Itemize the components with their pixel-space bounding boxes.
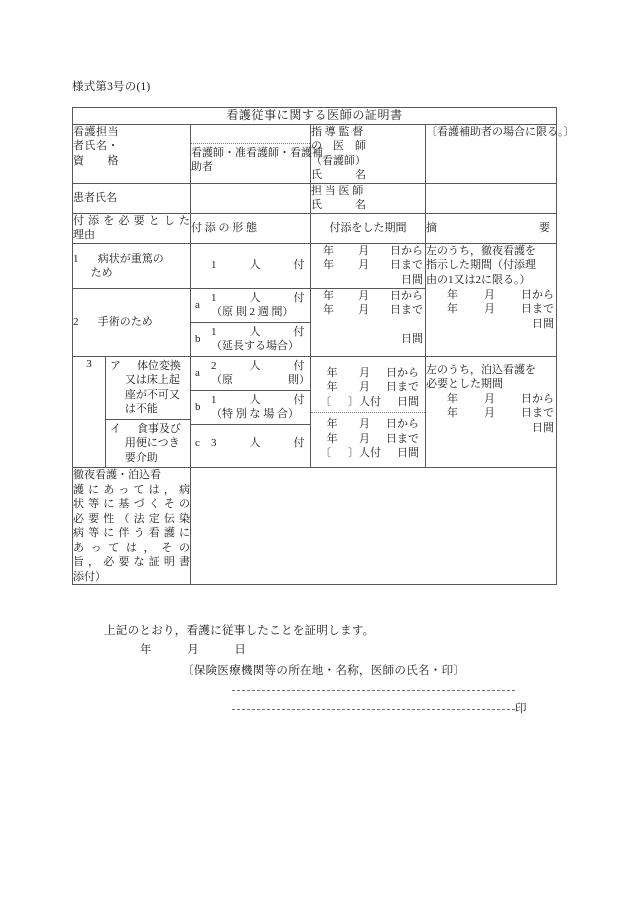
remarks-block-1-cell[interactable]: [426, 243, 557, 356]
attending-doctor-label-line2: 氏 名: [311, 199, 366, 212]
reason-3b-line2: 用便につき: [124, 437, 180, 450]
remarks-1-line2: [426, 302, 556, 317]
reason-3a-line4: は不能: [124, 403, 158, 416]
form-type-2b-line2: （延長する場合）: [211, 340, 299, 353]
form-type-2-item-a[interactable]: [191, 289, 310, 323]
form-type-1-desc: [211, 256, 310, 275]
form-title: 看護従事に関する医師の証明書: [73, 108, 557, 125]
period-1-line1: [311, 244, 425, 259]
form-type-1-line1: 1 人 付: [211, 259, 305, 272]
note-line-5: 病等に伴う看護に: [73, 527, 190, 540]
nurse-name-divider: [191, 143, 310, 144]
period-3b1-line1: [316, 366, 421, 381]
period-2-l2-year: 年: [323, 304, 335, 317]
period-2-cell[interactable]: [311, 288, 426, 356]
note-line-7: 旨，必要な証明書: [73, 556, 190, 569]
certification-date-line[interactable]: 年 月 日: [140, 644, 247, 656]
form-type-2a-desc: [211, 289, 310, 323]
nurse-name-label-line2: 者氏名・: [73, 140, 119, 153]
remarks-2-text-line1: 左のうち，泊込看護を: [426, 363, 536, 376]
nurse-name-label-line3: 資 格: [73, 154, 119, 167]
remarks-2-l1-year: 年: [446, 392, 458, 405]
period-3b2-l1-year: 年: [326, 418, 338, 431]
remarks-1-l2-year: 年: [446, 303, 458, 316]
note-line-1: 徹夜看護・泊込看: [73, 469, 161, 482]
period-3b1-l2-to: 日まで: [386, 381, 419, 394]
institution-note: 〔保険医療機関等の所在地・名称，医師の氏名・印〕: [182, 665, 466, 677]
period-3b1-l3-open: 〔: [320, 395, 331, 408]
nurse-name-value-cell[interactable]: [191, 124, 323, 183]
nurse-info-row: [73, 124, 557, 183]
form-type-3-item-a[interactable]: [191, 357, 310, 391]
period-2-line1: [311, 289, 425, 304]
period-1-l2-month: 月: [358, 259, 370, 272]
signature-line-2[interactable]: [232, 709, 515, 710]
col-header-form-type-label: 付 添 の 形 態: [191, 222, 257, 235]
column-header-row: [73, 213, 557, 243]
form-type-1-letter: [191, 256, 211, 275]
title-row: [73, 108, 557, 125]
remarks-1-l1-year: 年: [446, 288, 458, 301]
reason-2-cell: [73, 288, 191, 356]
seal-mark: 印: [515, 703, 527, 715]
form-type-2-item-b[interactable]: [191, 322, 310, 356]
reason-3a-line2: 又は床上起: [124, 374, 180, 387]
form-type-3-table: [191, 357, 310, 462]
period-3-cell[interactable]: [311, 356, 426, 468]
nurse-name-label-line1: 看護担当: [73, 125, 119, 138]
supervising-doctor-label-line3: （看護師）: [311, 154, 366, 167]
form-type-2b-letter: b: [191, 322, 211, 356]
form-type-2-table: [191, 289, 310, 356]
period-1-l2-year: 年: [323, 259, 335, 272]
reason-3-sub-a[interactable]: [106, 357, 190, 420]
col-header-form-type: [191, 213, 311, 243]
remarks-2-l2-year: 年: [446, 407, 458, 420]
period-1-line3: 日間: [401, 273, 423, 286]
reason-3a-line3: 座が不可又: [124, 388, 180, 401]
reason-2-text-line1: 手術のため: [97, 315, 153, 328]
attending-doctor-label-line1: 担 当 医 師: [311, 184, 364, 197]
note-value-cell[interactable]: [191, 468, 557, 585]
supervising-doctor-value-cell[interactable]: [426, 124, 575, 183]
col-header-period: [311, 213, 426, 243]
form-type-3a-desc: [211, 357, 310, 391]
form-type-1-table: [191, 256, 310, 275]
reason-3-subreasons-cell: [106, 356, 191, 468]
reason-3b-marker: イ: [110, 422, 121, 435]
remarks-2-text-line2: 必要とした期間: [426, 378, 503, 391]
reason-3a-marker: ア: [110, 359, 121, 372]
remarks-1-text-line2: 指示した期間（付添理: [426, 259, 536, 272]
col-header-remarks: [426, 213, 557, 243]
reason-3b-line1-text: 食事及び: [136, 422, 181, 435]
period-1-l2-to: 日まで: [390, 259, 423, 272]
form-type-3a-letter: a: [195, 366, 200, 379]
period-3b2-l3-persons: 〕人付: [348, 447, 381, 460]
remarks-1-line3: 日間: [532, 317, 555, 330]
form-type-3a-line1: 2 人 付: [211, 359, 305, 372]
period-3b2-l2-year: 年: [326, 432, 338, 445]
reason-3a-line1-text: 体位変換: [136, 359, 181, 372]
col-header-reason: [73, 213, 191, 243]
supervising-doctor-label-line4: 氏 名: [311, 169, 366, 182]
certification-statement: 上記のとおり，看護に従事したことを証明します。: [104, 625, 375, 637]
period-3b1-line2: [316, 380, 421, 395]
form-type-3b-desc: [211, 390, 310, 424]
note-line-3: 状等に基づくその: [73, 498, 190, 511]
period-3-block-1[interactable]: [311, 357, 425, 413]
reason-3b-text: [106, 419, 190, 467]
reason-1-cell: [73, 243, 191, 288]
note-line-4: 必要性（法定伝染: [73, 512, 190, 525]
form-type-3c-line1: 3 人 付: [211, 436, 305, 449]
reason-1-line2: ため: [90, 267, 113, 280]
col-header-remarks-left: 摘: [426, 222, 437, 235]
remarks-2-line1: [426, 392, 556, 407]
period-1-l1-month: 月: [358, 244, 370, 257]
period-3b2-line3: [316, 446, 421, 461]
attending-doctor-label-cell: [311, 183, 426, 213]
period-2-line2: [311, 303, 425, 318]
note-label-cell: [73, 468, 191, 585]
form-type-3-cell: [191, 356, 311, 468]
period-2-l1-month: 月: [358, 289, 370, 302]
form-type-3a-line2: （原 則）: [211, 374, 310, 387]
remarks-2-l1-month: 月: [483, 392, 495, 405]
period-3b2-l2-to: 日まで: [386, 432, 419, 445]
reason-row-3: [73, 356, 557, 468]
form-type-2a-letter: a: [195, 298, 200, 311]
form-type-3b-letter: b: [191, 390, 211, 424]
period-3b1-line3: [316, 395, 421, 410]
form-type-3c-desc: [211, 424, 310, 461]
period-1-cell[interactable]: [311, 243, 426, 288]
col-header-reason-line1: 付添を必要とした: [73, 214, 190, 227]
remarks-1-text-line3: 由の1又は2に限る。）: [426, 273, 531, 286]
remarks-2-l2-month: 月: [483, 407, 495, 420]
remarks-2-line2: [426, 406, 556, 421]
remarks-2-line3: 日間: [532, 421, 555, 434]
reason-1-text-line1: 病状が重篤の: [97, 252, 164, 265]
reason-3a-line1: [110, 359, 188, 374]
patient-name-value-cell[interactable]: [191, 183, 311, 213]
nurse-qualification-line2: 助者: [191, 161, 213, 174]
form-number: 様式第3号の(1): [72, 81, 151, 93]
form-type-3-item-c[interactable]: [191, 424, 310, 461]
form-type-2b-line1: 1 人 付: [211, 325, 305, 338]
form-type-2-cell: [191, 288, 311, 356]
form-type-2a-line1: 1 人 付: [211, 291, 305, 304]
form-type-2a-line2: （原 則 2 週 間）: [211, 306, 294, 319]
patient-name-label: 患者氏名: [73, 192, 117, 205]
note-line-6: あっては，その: [73, 541, 190, 554]
reason-2-number: 2: [73, 315, 79, 328]
form-type-3-item-b[interactable]: [191, 390, 310, 424]
remarks-block-2-cell[interactable]: [426, 356, 557, 468]
period-3b2-l3-open: 〔: [320, 447, 331, 460]
reason-3b-line1: [110, 422, 188, 437]
period-3b1-l2-month: 月: [358, 381, 370, 394]
period-2-l1-year: 年: [323, 289, 335, 302]
note-line-8: 添付）: [73, 570, 106, 583]
period-3b2-l2-month: 月: [358, 432, 370, 445]
attending-doctor-value-cell[interactable]: [426, 183, 557, 213]
remarks-1-text-line1: 左のうち，徹夜看護を: [426, 244, 536, 257]
reason-3b-line3: 要介助: [124, 451, 158, 464]
reason-3-number-cell: 3: [73, 356, 106, 468]
period-3b1-l1-year: 年: [326, 366, 338, 379]
period-3b2-l3-days: 日間: [397, 447, 419, 460]
signature-line-1[interactable]: [232, 690, 515, 691]
col-header-reason-line2: 理由: [73, 229, 95, 242]
period-1-line2: [311, 258, 425, 273]
patient-info-row: [73, 183, 557, 213]
reason-3-sub-b[interactable]: [106, 419, 190, 467]
period-3b2-l1-from: 日から: [386, 418, 419, 431]
period-3b2-line2: [316, 432, 421, 447]
period-3b1-l1-from: 日から: [386, 366, 419, 379]
reason-row-1: [73, 243, 557, 288]
note-line-2: 護にあっては，病: [73, 483, 190, 496]
reason-3a-text: [106, 357, 190, 420]
reason-2-line1: [73, 315, 190, 330]
reason-1-number: 1: [73, 252, 79, 265]
form-type-3c-letter: c: [191, 424, 211, 461]
period-1-l1-from: 日から: [390, 244, 423, 257]
period-3b2-line1: [316, 417, 421, 432]
form-type-3b-line1: 1 人 付: [211, 393, 305, 406]
nurse-name-label-cell: [73, 124, 191, 183]
period-2-l1-from: 日から: [390, 289, 423, 302]
period-2-l2-to: 日まで: [390, 304, 423, 317]
period-1-l1-year: 年: [323, 244, 335, 257]
supervising-doctor-label-cell: [311, 124, 426, 183]
remarks-1-line1: [426, 288, 556, 303]
period-3b1-l1-month: 月: [358, 366, 370, 379]
nurse-qualification-line1: 看護師・准看護師・看護補: [191, 146, 323, 159]
col-header-remarks-right: 要: [539, 222, 551, 235]
period-2-line3: 日間: [401, 332, 423, 345]
supervising-doctor-note: 〔看護補助者の場合に限る。〕: [426, 125, 575, 138]
period-2-l2-month: 月: [358, 304, 370, 317]
reason-1-line1: [73, 252, 190, 267]
remarks-2-l2-to: 日まで: [521, 407, 555, 420]
period-3b1-l2-year: 年: [326, 381, 338, 394]
patient-name-label-cell: [73, 183, 191, 213]
period-3-block-2[interactable]: [311, 412, 425, 464]
period-3b1-l3-persons: 〕人付: [348, 395, 381, 408]
reason-3-table: [106, 357, 190, 468]
form-type-1-cell: [191, 243, 311, 288]
note-row: [73, 468, 557, 585]
col-header-period-label: 付添をした期間: [329, 222, 407, 235]
supervising-doctor-label-line1: 指 導 監 督: [311, 125, 364, 138]
form-type-1-item[interactable]: [191, 256, 310, 275]
form-type-3b-line2: （特 別 な 場 合）: [211, 408, 299, 421]
remarks-1-l2-month: 月: [483, 303, 495, 316]
remarks-1-l1-from: 日から: [521, 288, 555, 301]
remarks-1-l2-to: 日まで: [521, 303, 555, 316]
period-3b1-l3-days: 日間: [397, 395, 419, 408]
remarks-1-l1-month: 月: [483, 288, 495, 301]
remarks-2-l1-from: 日から: [521, 392, 555, 405]
form-type-2b-desc: [211, 322, 310, 356]
period-3b2-l1-month: 月: [358, 418, 370, 431]
supervising-doctor-label-line2: の 医 師: [311, 140, 366, 153]
certificate-form-table: [72, 107, 575, 585]
